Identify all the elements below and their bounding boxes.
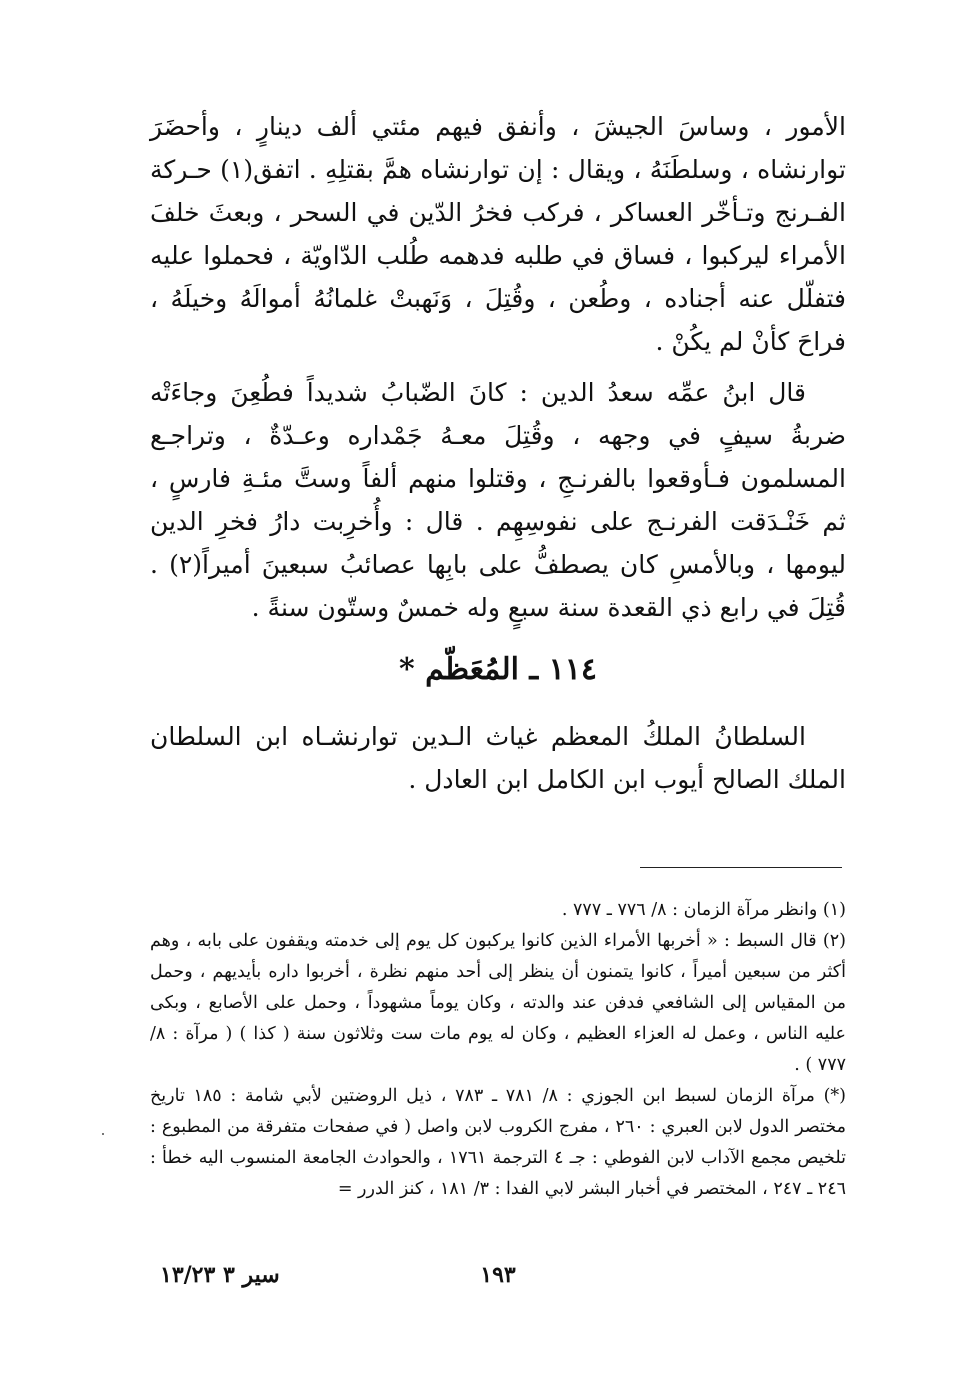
paragraph-1: الأمور ، وساسَ الجيشَ ، وأنفق فيهم مئتي ألف دينارٍ ، وأحضَرَ توارنشاه ، وسلطَنَهُ ، ويقال : إن توارنشاه همَّ بقتلِهِ . اتفق(١) حـركة الفـرنج وتـأخّر العساكر ، فركب فخرُ الدّين في السحر ، وبعثَ خلفَ الأمراء ليركبوا ، فساق في طلبه فدهمه طُلب الدّاويّة ، فحملوا عليه فتفلّل عنه أجناده ، وطُعن ، وقُتِلَ ، وَنَهبتْ غلمانُهُ أموالَهُ وخيلَهُ ، فراحَ كأنْ لم يكُنْ . <box>150 112 847 356</box>
footnotes <box>150 895 846 1205</box>
footnote-1: (١) وانظر مرآة الزمان : ٨/ ٧٧٦ ـ ٧٧٧ . <box>561 900 846 920</box>
paragraph-3: السلطانُ الملكُ المعظم غياث الـدين توارنشـاه ابن السلطان الملك الصالح أيوب ابن الكامل ابن العادل . <box>150 722 846 794</box>
page-number: ١٩٣ <box>480 1262 516 1288</box>
footnote-star: (*) مرآة الزمان لسبط ابن الجوزي : ٨/ ٧٨١ ـ ٧٨٣ ، ذيل الروضتين لأبي شامة : ١٨٥ تاريخ مختصر الدول لابن العبري : ٢٦٠ ، مفرج الكروب لابن واصل ( في صفحات متفرقة من المطبوع : تلخيص مجمع الآداب لابن الفوطي : جـ ٤ الترجمة ١٧٦١ ، والحوادث الجامعة المنسوب اليه خطأ : ٢٤٦ ـ ٢٤٧ ، المختصر في أخبار البشر لابي الفدا : ٣/ ١٨١ ، كنز الدرر = <box>150 1086 846 1199</box>
entry-heading: ١١٤ ـ المُعَظّم * <box>398 652 598 687</box>
footnote-2: (٢) قال السبط : « أخربها الأمراء الذين كانوا يركبون كل يوم إلى خدمته ويقفون على بابه ، وهم أكثر من سبعين أميراً ، كانوا يتمنون أن ينظر إلى أحد منهم نظرة ، أخربوا داره بأيديهم ، وحمل من المقياس إلى الشافعي فدفن عند والدته ، وكان يوماً مشهوداً ، وحمل على الأصابع ، وبكى عليه الناس ، وعمل له العزاء العظيم ، وكان له يوم مات ست وثلاثون سنة ( كذا ) ( مرآة : ٨/ ٧٧٧ ) . <box>150 931 846 1075</box>
footnote-divider <box>640 867 842 868</box>
paragraph-2: قال ابنُ عمِّه سعدُ الدين : كانَ الضّبابُ شديداً فطُعِنَ وجاءَتْه ضربةُ سيفٍ في وجهه ، وقُتِلَ معـهُ جَمْداره وعـدّةٌ ، وتراجـع المسلمون فـأوقعوا بالفرنـجِ ، وقتلوا منهم ألفاً وستَّ مئـةِ فارسٍ ، ثم خَنْـدَقت الفرنـج على نفوسِهِم . قال : وأُخرِبت دارُ فخرِ الدين ليومها ، وبالأمسِ كان يصطفُّ على بابِها عصائبُ سبعينَ أميراً(٢) . قُتِلَ في رابع ذي القعدة سنة سبعٍ وله خمسٌ وستّون سنةً . <box>150 378 846 622</box>
main-text <box>150 105 846 809</box>
scan-speck <box>102 1133 104 1135</box>
signature-mark: سير ٣ ١٣/٢٣ <box>160 1262 280 1288</box>
page-footer <box>150 1262 846 1296</box>
